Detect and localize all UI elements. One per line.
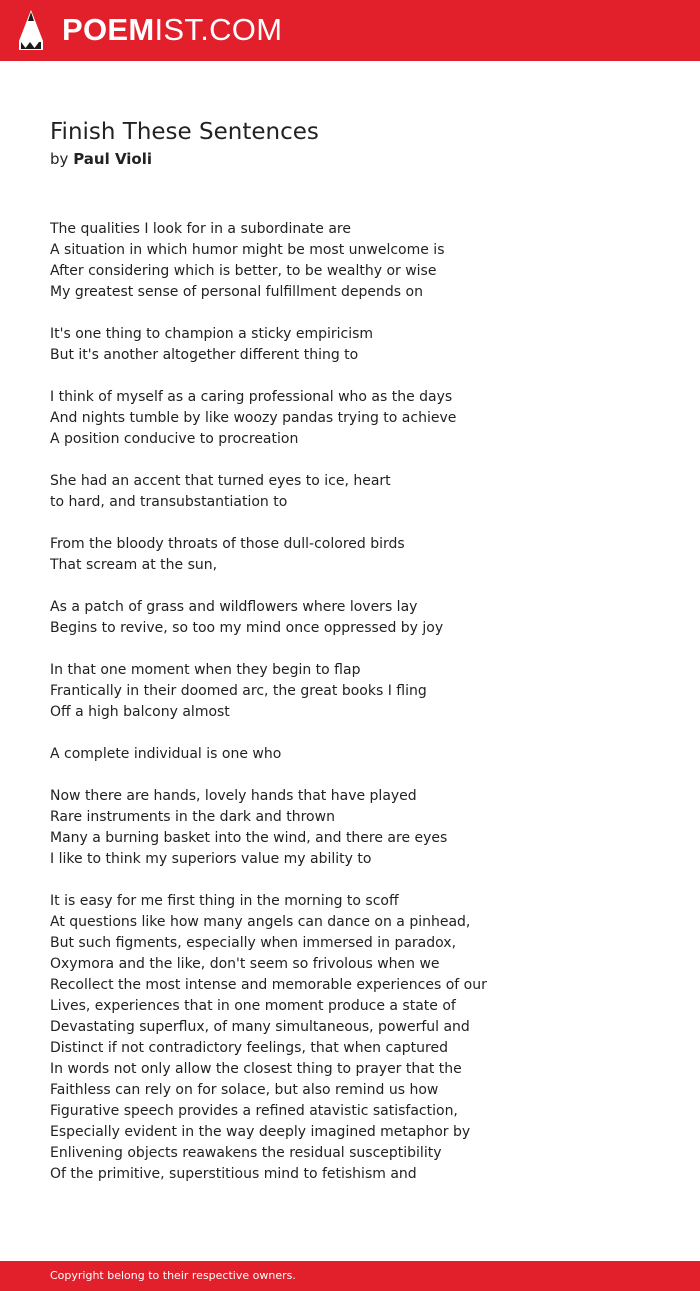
poem-line: And nights tumble by like woozy pandas trying to achieve [50,410,457,426]
poem-line: I think of myself as a caring professional who as the days [50,389,453,405]
poem-line: Distinct if not contradictory feelings, that when captured [50,1040,448,1056]
poem-line: Recollect the most intense and memorable experiences of our [50,977,487,993]
author-name: Paul Violi [73,150,153,168]
poem-line: But such figments, especially when immersed in paradox, [50,935,457,951]
poem-line: The qualities I look for in a subordinate are [50,221,351,237]
poem-line: Now there are hands, lovely hands that have played [50,788,417,804]
poem-line: It is easy for me first thing in the morning to scoff [50,893,399,909]
poem-line: to hard, and transubstantiation to [50,494,288,510]
poem-line: It's one thing to champion a sticky empiricism [50,326,374,342]
poem-line: After considering which is better, to be wealthy or wise [50,263,437,279]
poem-line: Devastating superflux, of many simultaneous, powerful and [50,1019,470,1035]
poem-line: A position conducive to procreation [50,431,299,447]
poem-line: Figurative speech provides a refined atavistic satisfaction, [50,1103,458,1119]
stanza [50,744,670,765]
byline [50,148,152,170]
logo-light-text: IST.COM [154,12,283,47]
poem-line: My greatest sense of personal fulfillment depends on [50,284,423,300]
site-footer [0,1261,700,1291]
poem-line: From the bloody throats of those dull-colored birds [50,536,405,552]
poem-line: In that one moment when they begin to flap [50,662,361,678]
poem-title: Finish These Sentences [50,119,319,145]
poem-line: In words not only allow the closest thing to prayer that the [50,1061,462,1077]
stanza [50,891,670,1185]
stanza [50,471,670,513]
poem-line: Especially evident in the way deeply imagined metaphor by [50,1124,471,1140]
poem-line: Off a high balcony almost [50,704,230,720]
poem-line: She had an accent that turned eyes to ice, heart [50,473,391,489]
poem-line: Oxymora and the like, don't seem so frivolous when we [50,956,440,972]
site-logo[interactable] [62,13,282,47]
stanza [50,660,670,723]
poem-body [50,219,670,1206]
copyright-text: Copyright belong to their respective owners. [50,1269,296,1282]
stanza [50,786,670,870]
logo-bold-text: POEM [62,12,155,47]
poem-line: A situation in which humor might be most unwelcome is [50,242,445,258]
poem-line: Rare instruments in the dark and thrown [50,809,335,825]
poem-line: As a patch of grass and wildflowers where lovers lay [50,599,418,615]
poem-line: Frantically in their doomed arc, the great books I fling [50,683,427,699]
poem-line: Lives, experiences that in one moment produce a state of [50,998,456,1014]
poem-line: That scream at the sun, [50,557,218,573]
poem-line: Enlivening objects reawakens the residual susceptibility [50,1145,442,1161]
poem-line: Begins to revive, so too my mind once oppressed by joy [50,620,444,636]
poem-line: Of the primitive, superstitious mind to fetishism and [50,1166,417,1182]
stanza [50,597,670,639]
poem-line: Faithless can rely on for solace, but also remind us how [50,1082,439,1098]
poem-line: But it's another altogether different thing to [50,347,359,363]
poem-line: Many a burning basket into the wind, and there are eyes [50,830,448,846]
by-label: by [50,150,69,168]
poem-line: At questions like how many angels can dance on a pinhead, [50,914,471,930]
stanza [50,219,670,303]
site-header [0,0,700,61]
poem-line: I like to think my superiors value my ability to [50,851,372,867]
stanza [50,387,670,450]
stanza [50,324,670,366]
pencil-tip-icon[interactable] [18,9,44,51]
stanza [50,534,670,576]
poem-line: A complete individual is one who [50,746,282,762]
